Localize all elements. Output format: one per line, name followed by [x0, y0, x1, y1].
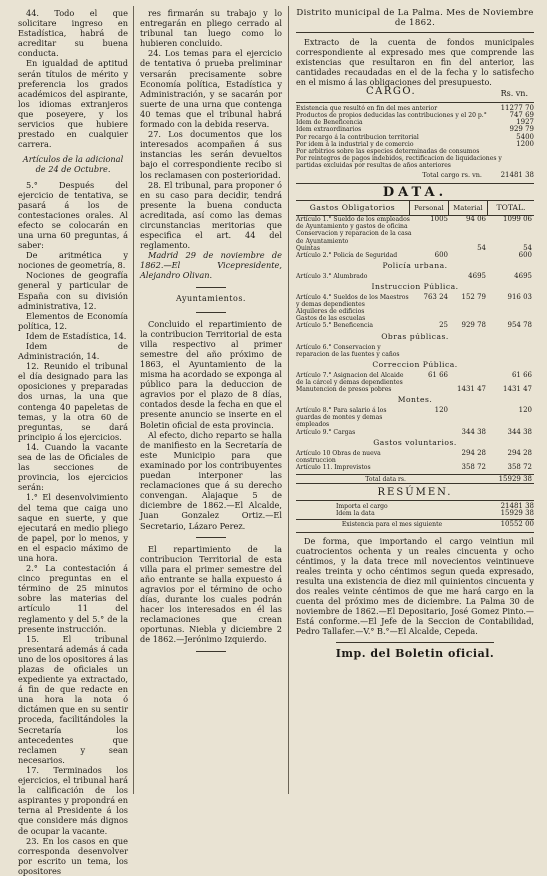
column-2	[140, 8, 282, 792]
data-row-label: Artículo 4.° Sueldos de los Maestros y demas dependientes	[296, 294, 409, 309]
paragraph: El repartimiento de la contribucion Territorial de esta villa para el primer semestre del año entrante se halla expuesto á agravios por el término de ocho días, durante los cuales podrán hacer los interesados en él las reclamaciones que crean oportunas. Niebla y diciembre 2 de 1862.—Jerónimo Izquierdo.	[140, 543, 282, 645]
data-row-material: 1431 47	[457, 385, 486, 394]
data-row-label: Gastos de las escuelas	[296, 315, 366, 323]
cargo-row-value: 5400	[516, 132, 534, 141]
data-row-material: 94 06	[465, 215, 486, 224]
cargo-row	[296, 126, 534, 133]
cargo-row-value	[488, 162, 534, 169]
data-row-total: 4695	[514, 271, 532, 280]
signature-paragraph: Madrid 29 de noviembre de 1862.—El Vicepresidente, Alejandro Olivan.	[140, 250, 282, 281]
data-row-material: 152 79	[461, 293, 486, 302]
data-row-label: Artículo 3.° Alumbrado	[296, 272, 368, 280]
data-row	[296, 407, 534, 428]
currency-label: Rs. vn.	[500, 89, 528, 99]
data-row	[296, 344, 534, 358]
data-row	[296, 372, 534, 386]
data-total-row	[296, 474, 534, 483]
column-3	[296, 8, 534, 792]
printer-footer: Imp. del Boletin oficial.	[335, 646, 495, 660]
paragraph: Elementos de Economía política, 12.	[18, 310, 128, 331]
data-row-total: 294 28	[507, 448, 532, 457]
column-1	[18, 8, 129, 876]
data-row	[296, 245, 534, 252]
data-row-material	[450, 252, 488, 259]
cargo-title: CARGO.	[366, 86, 417, 98]
resumen-row	[296, 503, 534, 510]
data-row-label: Artículo 6.° Conservacion y reparacion de las fuentes y caños	[296, 343, 400, 358]
data-row	[296, 464, 534, 471]
cargo-row-label: Por arbitrios sobre las especies determinadas de consumos	[296, 147, 480, 155]
data-row-personal	[412, 450, 450, 464]
cargo-row	[296, 112, 534, 119]
account-intro: Extracto de la cuenta de fondos municipales correspondiente al expresado mes que comprende las existencias que resultaron en fin del anterior, las cantidades recaudadas en el de la fecha y lo satisfecho en el mismo á las obligaciones del presupuesto.	[296, 37, 534, 88]
data-row-total: 54	[523, 243, 532, 252]
cargo-total-row	[296, 172, 534, 179]
data-head-material: Material	[448, 201, 487, 215]
cargo-row-label: Productos de propios deducidas las contribuciones y el 20 p.°	[296, 112, 487, 120]
cargo-row-value	[488, 148, 534, 155]
data-row-label: Quintas	[296, 244, 321, 252]
resumen-existence-row	[296, 519, 534, 528]
data-row-personal	[412, 273, 450, 280]
cargo-row	[296, 162, 534, 169]
cargo-row-label: Idem extraordinarios	[296, 126, 362, 134]
data-row-total: 120	[518, 406, 532, 415]
paragraph: Al efecto, dicho reparto se halla de manifiesto en la Secretaría de este Municipio para que examinado por los contribuyentes puedan interponer las reclamaciones que á su derecho convengan. Alajaque 5 de diciembre de 1862.—El Alcalde, Juan Gonzalez Ortiz.—El Secretario, Lázaro Perez.	[140, 429, 282, 531]
data-row	[296, 273, 534, 280]
data-row-personal	[412, 464, 450, 471]
data-section-heading: Obras públicas.	[381, 331, 449, 341]
data-row	[296, 450, 534, 464]
data-row-label: Manutencion de presos pobres	[296, 386, 392, 394]
cargo-row-label: Por idem á la industrial y de comercio	[296, 140, 414, 148]
data-row-total	[488, 308, 534, 315]
data-row-personal: 61 66	[427, 370, 448, 379]
cargo-row-label: Idem de Beneficencia	[296, 119, 363, 127]
data-row-label: Artículo 8.° Para salario á los guardas de montes y demas empleados	[296, 407, 387, 429]
resumen-existence-value: 10552 00	[500, 520, 534, 529]
cargo-row	[296, 134, 534, 141]
paragraph: Concluido el repartimiento de la contribucion Territorial de esta villa respectivo al primer semestre del año próximo de 1863, el Ayuntamiento de la misma ha acordado se exponga al público para la deduccion de agravios por el plazo de 8 días, contados desde la fecha en que el presente anuncio se inserte en el Boletin oficial de esta provincia.	[140, 318, 282, 430]
data-row-label: Artículo 5.° Beneficencia	[296, 322, 374, 330]
data-row-total: 358 72	[507, 462, 532, 471]
footer-rule	[336, 642, 494, 643]
cargo-row-value: 929 79	[509, 125, 534, 134]
data-row-personal	[412, 230, 450, 244]
data-row-total: 600	[518, 250, 532, 259]
empty-cell	[450, 476, 488, 483]
paragraph: 27. Los documentos que los interesados acompañen á sus instancias les serán devueltos bajo el correspondiente recibo si los reclamasen con posterioridad.	[140, 129, 282, 180]
closing-rule	[296, 532, 534, 533]
paragraph: 44. Todo el que solicitare ingreso en Estadística, habrá de acreditar su buena conducta.	[18, 8, 128, 59]
column-divider-2	[288, 6, 289, 794]
section-heading: Artículos de la adicional de 24 de Octubre.	[22, 154, 124, 175]
data-row	[296, 386, 534, 393]
paragraph: Idem de Administración, 14.	[18, 341, 128, 362]
data-row	[296, 294, 534, 308]
data-section-heading: Gastos voluntarios.	[373, 437, 457, 447]
paragraph: 28. El tribunal, para proponer ó en su caso para decidir, tendrá presente la buena conducta acreditada, así como las demas circunstancias meritorias que especifica el art. 44 del reglamento.	[140, 179, 282, 251]
data-table-header	[296, 201, 534, 216]
data-row-personal: 600	[434, 250, 448, 259]
paragraph: 17. Terminados los ejercicios, el tribunal hará la calificación de los aspirantes y propondrá en terna al Presidente á los que considere más dignos de ocupar la vacante.	[18, 764, 128, 836]
cargo-row-value: 1927	[516, 118, 534, 127]
data-row-personal	[412, 429, 450, 436]
data-row-material	[450, 230, 488, 244]
data-row-material: 358 72	[461, 462, 486, 471]
section-rule	[196, 312, 226, 313]
data-head-total: TOTAL.	[487, 201, 534, 215]
cargo-total-value: 21481 38	[500, 171, 534, 180]
resumen-table	[296, 503, 534, 517]
closing-paragraph: De forma, que importando el cargo veintiun mil cuatrocientos ochenta y un reales cincuenta y ocho céntimos, y la data trece mil novecientos veintinueve reales treinta y ocho céntimos segun queda expresado, resulta una existencia de diez mil quinientos cincuenta y dos reales veinte céntimos de que me hará cargo en la cuenta del próximo mes de diciembre. La Palma 30 de noviembre de 1862.—El Depositario, José Gomez Pinto.—Está conforme.—El Jefe de la Seccion de Contabilidad, Pedro Tallafer.—V.° B.°—El Alcalde, Cepeda.	[296, 535, 534, 636]
paragraph: 12. Reunido el tribunal el día designado para las oposiciones y preparadas dos urnas, la una que contenga 40 papeletas de temas, y la otra 60 de preguntas, se dará principio á los ejercicios.	[18, 361, 128, 442]
data-section-heading: Instruccion Pública.	[371, 281, 459, 291]
data-row-total	[488, 230, 534, 244]
paragraph: De aritmética y nociones de geometría, 8.	[18, 250, 128, 271]
resumen-row-label: Idem la data	[336, 510, 375, 518]
data-row	[296, 322, 534, 329]
cargo-row-value: 1200	[516, 139, 534, 148]
data-row-material: 4695	[468, 271, 486, 280]
data-title: DATA.	[382, 185, 448, 201]
paragraph: res firmarán su trabajo y lo entregarán en pliego cerrado al tribunal tan luego como lo hubieren concluido.	[140, 8, 282, 49]
data-row-material: 54	[477, 243, 486, 252]
data-table	[296, 200, 534, 484]
paragraph: Nociones de geografía general y particular de España con su división administrativa, 12.	[18, 270, 128, 311]
data-section-heading: Montes.	[397, 395, 433, 405]
cargo-row-label: Existencia que resultó en fin del mes anterior	[296, 105, 438, 113]
cargo-rule	[296, 102, 534, 103]
data-row	[296, 252, 534, 259]
data-row-total: 1431 47	[503, 385, 532, 394]
cargo-row-label: partidas excluidas por resultas de años anteriores	[296, 161, 451, 169]
cargo-row-label: Por reintegros de pagos indebidos, rectificacion de liquidaciones y	[296, 154, 502, 162]
cargo-total-label: Total cargo rs. vn.	[422, 171, 482, 180]
data-section-heading: Correccion Pública.	[372, 359, 458, 369]
cargo-row	[296, 141, 534, 148]
resumen-row	[296, 510, 534, 517]
resumen-rule	[296, 500, 534, 501]
cargo-table	[296, 105, 534, 169]
column-divider-1	[133, 6, 134, 794]
empty-cell	[412, 476, 450, 483]
data-row-label: Alquileres de edificios	[296, 308, 365, 316]
data-row-material	[450, 407, 488, 428]
data-row-material	[450, 308, 488, 315]
data-row-personal	[412, 308, 450, 315]
cargo-row	[296, 155, 534, 162]
data-row-label: Artículo 11. Imprevistos	[296, 463, 371, 471]
paragraph: 14. Cuando la vacante sea de las de Oficiales de las secciones de provincia, los ejercicios serán:	[18, 441, 128, 493]
data-row-label: Artículo 10 Obras de nueva construccion	[296, 449, 381, 464]
paragraph: En igualdad de aptitud serán títulos de mérito y preferencia los grados académicos del aspirante, los idiomas extranjeros que poseyere, y los servicios que hubiere prestado en cualquier carrera.	[18, 58, 128, 150]
cargo-row	[296, 105, 534, 112]
paragraph: Idem de Estadística, 14.	[26, 330, 127, 341]
data-row-total	[488, 344, 534, 358]
data-row-material: 344 38	[461, 427, 486, 436]
data-head-personal: Personal	[409, 201, 448, 215]
data-row-personal: 1005	[430, 215, 448, 224]
paragraph: 1.° El desenvolvimiento del tema que caiga uno saque en suerte, y que ejecutará en medio pliego de papel, por lo menos, y en el espacio máximo de una hora.	[18, 492, 128, 563]
paragraph: 2.° La contestación á cinco preguntas en el término de 25 minutos sobre las materias del artículo 11 del reglamento y del 5.° de la presente instrucción.	[18, 563, 128, 634]
cargo-row-label: Por recargo á la contribucion territorial	[296, 133, 419, 141]
data-table-body	[296, 216, 534, 471]
section-rule	[196, 537, 226, 538]
paragraph: 23. En los casos en que corresponda desenvolver por escrito un tema, los opositores	[18, 835, 128, 876]
data-row-personal	[412, 386, 450, 393]
data-row	[296, 429, 534, 436]
data-row-material: 929 78	[461, 321, 486, 330]
data-rule	[296, 183, 534, 184]
data-row	[296, 230, 534, 244]
section-rule	[196, 651, 226, 652]
data-row-personal	[412, 344, 450, 358]
data-row-label: Artículo 2.° Policía de Seguridad	[296, 251, 398, 259]
header-rule	[296, 32, 534, 33]
data-row	[296, 308, 534, 315]
account-header: Distrito municipal de La Palma. Mes de Noviembre de 1862.	[296, 8, 534, 29]
data-row-total: 916 03	[507, 293, 532, 302]
data-row-label: Artículo 1.° Sueldo de los empleados de Ayuntamiento y gastos de oficina	[296, 216, 410, 231]
resumen-row-label: Importa el cargo	[336, 503, 388, 511]
data-row	[296, 315, 534, 322]
cargo-row-value: 11277 70	[500, 104, 534, 113]
resumen-row-value: 21481 38	[500, 502, 534, 511]
data-row-total: 61 66	[511, 370, 532, 379]
data-row-label: Artículo 7.° Asignacion del Alcaide de la cárcel y demas dependientes	[296, 371, 404, 386]
resumen-title: RESÚMEN.	[377, 487, 453, 499]
data-total-value: 15929 38	[498, 475, 532, 484]
cargo-row	[296, 119, 534, 126]
resumen-row-value: 15929 38	[500, 509, 534, 518]
cargo-row	[296, 148, 534, 155]
paragraph: 5.° Después del ejercicio de tentativa, se pasará á los de contestaciones orales. Al efecto se colocarán en una urna 60 preguntas, á saber:	[18, 179, 128, 251]
cargo-row-value	[502, 155, 534, 162]
paragraph: 15. El tribunal presentará además á cada uno de los opositores á las plazas de oficiales un expediente ya extractado, á fin de que redacte en una hora la nota ó dictámen que en su sentir proceda, facilitándoles la Secretaría los antecedentes que reclamen y sean necesarios.	[18, 633, 129, 765]
data-row-personal: 763 24	[423, 293, 448, 302]
data-row-material	[450, 344, 488, 358]
data-row-total: 954 78	[507, 321, 532, 330]
data-row-personal: 25	[439, 321, 448, 330]
section-heading: Ayuntamientos.	[176, 293, 246, 303]
data-row-total: 1099 06	[503, 215, 532, 224]
section-rule	[196, 287, 226, 288]
data-total-label: Total data rs.	[365, 476, 406, 484]
data-section-heading: Policía urbana.	[382, 260, 448, 270]
data-row-label: Conservacion y reparacion de la casa de Ayuntamiento	[296, 230, 412, 245]
resumen-existence-label: Existencia para el mes siguiente	[341, 521, 443, 529]
data-row-material: 294 28	[461, 448, 486, 457]
data-row-total: 344 38	[507, 427, 532, 436]
data-row-material	[450, 372, 488, 386]
cargo-heading-row	[296, 87, 534, 101]
paragraph: 24. Los temas para el ejercicio de tentativa ó prueba preliminar versarán precisamente sobre Economía política, Estadística y Administración, y se sacarán por suerte de una urna que contenga 40 temas que el tribunal habrá formado con la debida reserva.	[140, 48, 282, 130]
data-row-label: Artículo 9.° Cargas	[296, 428, 356, 436]
cargo-row-value: 747 69	[509, 111, 534, 120]
data-head-label: Gastos Obligatorios	[309, 203, 396, 213]
data-row	[296, 216, 534, 230]
data-row-personal: 120	[434, 406, 448, 415]
